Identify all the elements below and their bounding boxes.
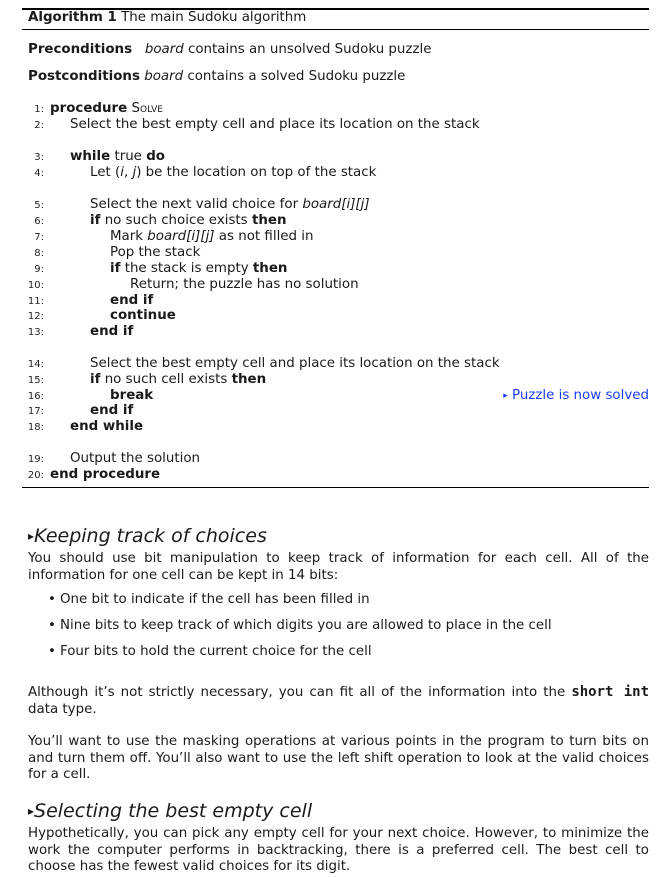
section1-intro: You should use bit manipulation to keep track of information for each cell. All of the information for one cell can be kept in 14 bits: [28,551,649,583]
algo-line-8: Pop the stack [110,245,201,260]
line-number: 1: [34,104,44,115]
postconditions: Postconditions board contains a solved Sudoku puzzle [28,69,406,84]
line-number: 8: [34,248,44,259]
line-number: 4: [34,168,44,179]
caption-rule [22,29,649,30]
algo-line-3: while true do [70,149,165,164]
algo-line-4: Let (i, j) be the location on top of the stack [90,165,377,180]
algo-line-13: end if [90,324,134,339]
algo-line-1: procedure Solve [50,101,163,116]
algo-line-11: end if [110,293,154,308]
line-number: 17: [27,406,44,417]
line-number: 13: [27,327,44,338]
section1-paragraph-2: Although it’s not strictly necessary, you can fit all of the information into the short int data type. [28,684,650,717]
triangle-right-icon: ▸ [28,804,35,818]
line-number: 12: [27,311,44,322]
line-number: 14: [27,359,44,370]
algo-line-20: end procedure [50,467,161,482]
list-item: • One bit to indicate if the cell has been filled in [48,592,370,607]
list-item: • Nine bits to keep track of which digits you are allowed to place in the cell [48,618,552,633]
line-number: 19: [27,454,44,465]
line-number: 6: [34,216,44,227]
bottom-rule [22,487,649,488]
line-number: 15: [27,375,44,386]
triangle-right-icon: ▸ [28,529,35,543]
list-item: • Four bits to hold the current choice for the cell [48,644,372,659]
algo-line-19: Output the solution [70,451,201,466]
algo-line-6: if no such choice exists then [90,213,287,228]
algo-line-5: Select the next valid choice for board[i][j] [90,197,370,212]
algo-line-17: end if [90,403,134,418]
line-number: 11: [27,296,44,307]
algo-line-16: break [110,388,154,403]
line-number: 5: [34,200,44,211]
line-number: 9: [34,264,44,275]
section2-paragraph-1: Hypothetically, you can pick any empty cell for your next choice. However, to minimize the work the computer performs in backtracking, there is a preferred cell. The best cell to choose has the fewest valid choices for its digit. [28,826,649,874]
section-heading-selecting-best: ▸Selecting the best empty cell [28,800,313,822]
line-number: 16: [27,391,44,402]
bullet-dot-icon: • [48,618,56,633]
algo-line-14: Select the best empty cell and place its location on the stack [90,356,500,371]
line-number: 10: [27,280,44,291]
line-number: 18: [27,422,44,433]
algo-line-2: Select the best empty cell and place its location on the stack [70,117,480,132]
section-heading-keeping-track: ▸Keeping track of choices [28,525,267,547]
line-number: 20: [27,470,44,481]
line-number: 3: [34,152,44,163]
inline-code: short int [571,684,650,700]
algo-line-10: Return; the puzzle has no solution [130,277,359,292]
algo-line-15: if no such cell exists then [90,372,267,387]
algorithm-caption: Algorithm 1 The main Sudoku algorithm [28,10,307,25]
bullet-dot-icon: • [48,644,56,659]
algo-line-9: if the stack is empty then [110,261,288,276]
algo-line-7: Mark board[i][j] as not filled in [110,229,314,244]
line-number: 7: [34,232,44,243]
algo-comment: ▸ Puzzle is now solved [503,388,649,403]
algo-line-18: end while [70,419,144,434]
algo-line-12: continue [110,308,176,323]
triangle-right-icon: ▸ [503,391,508,401]
line-number: 2: [34,120,44,131]
preconditions: Preconditions board contains an unsolved Sudoku puzzle [28,42,432,57]
bullet-dot-icon: • [48,592,56,607]
section1-paragraph-3: You’ll want to use the masking operations at various points in the program to turn bits on and turn them off. You’ll also want to use the left shift operation to look at the valid choices for a cell. [28,734,649,782]
